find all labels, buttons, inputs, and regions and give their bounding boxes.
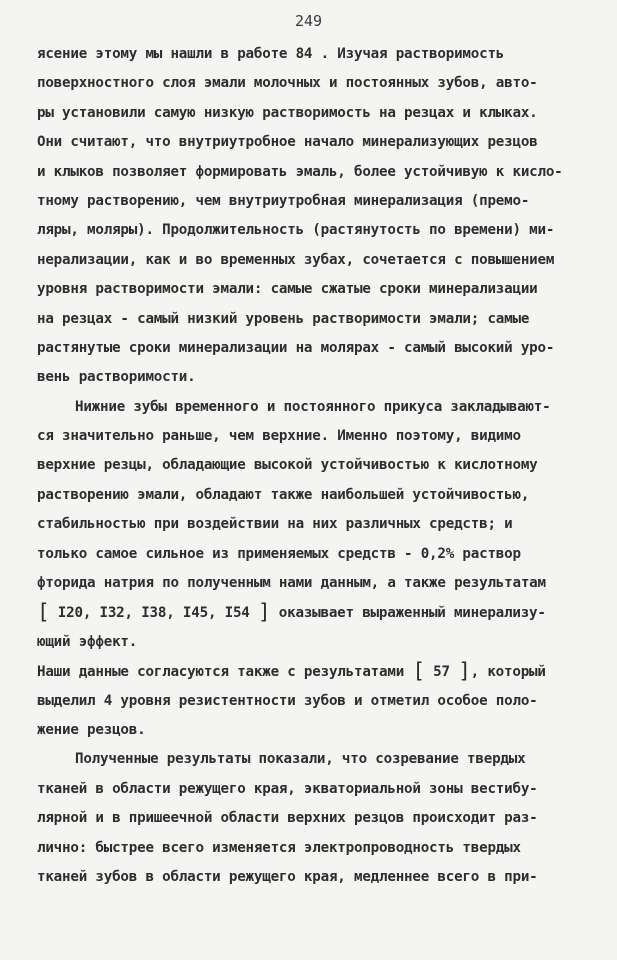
text-line: тканей в области режущего края, экваториальной зоны вестибу- <box>37 780 538 797</box>
text-line: жение резцов. <box>37 721 146 738</box>
citation-line <box>37 598 583 627</box>
citation-bracket-close: ] <box>458 659 471 684</box>
text-line: растворению эмали, обладают также наибольшей устойчивостью, <box>37 486 530 503</box>
text-line: только самое сильное из применяемых средств - 0,2% раствор <box>37 545 521 562</box>
text-line: Они считают, что внутриутробное начало минерализующих резцов <box>37 134 538 151</box>
citation-refs: I20, I32, I38, I45, I54 <box>49 605 258 622</box>
text-line: фторида натрия по полученным нами данным, а также результатам <box>37 575 546 592</box>
text-line: лично: быстрее всего изменяется электропроводность твердых <box>37 839 521 856</box>
paragraph-start-line: Полученные результаты показали, что созревание твердых <box>75 751 526 768</box>
text-line: растянутые сроки минерализации на молярах - самый высокий уро- <box>37 339 555 356</box>
citation-bracket-open: [ <box>412 659 425 684</box>
citation-line-rest: оказывает выраженный минерализу- <box>270 605 546 622</box>
text-line: ющий эффект. <box>37 633 138 650</box>
text-line: тканей зубов в области режущего края, медленнее всего в при- <box>37 868 538 885</box>
text-line: на резцах - самый низкий уровень растворимости эмали; самые <box>37 310 530 327</box>
text-line: лярной и в пришеечной области верхних резцов происходит раз- <box>37 810 538 827</box>
text-line: поверхностного слоя эмали молочных и постоянных зубов, авто- <box>37 75 538 92</box>
text-line: и клыков позволяет формировать эмаль, более устойчивую к кисло- <box>37 163 563 180</box>
text-line: верхние резцы, обладающие высокой устойчивостью к кислотному <box>37 457 538 474</box>
paragraph-start-line: Нижние зубы временного и постоянного прикуса закладывают- <box>75 398 551 415</box>
text-line: ясение этому мы нашли в работе 84 . Изучая растворимость <box>37 46 505 62</box>
citation-bracket-close: ] <box>258 600 271 625</box>
text-line: стабильностью при воздействии на них различных средств; и <box>37 516 513 533</box>
text-line: ляры, моляры). Продолжительность (растянутость по времени) ми- <box>37 222 555 239</box>
citation-line-rest: , который <box>470 664 546 681</box>
body-text <box>37 40 583 892</box>
citation-line <box>37 657 583 686</box>
text-line: выделил 4 уровня резистентности зубов и отметил особое поло- <box>37 692 538 709</box>
text-line: уровня растворимости эмали: самые сжатые сроки минерализации <box>37 281 538 298</box>
text-line: ры установили самую низкую растворимость на резцах и клыках. <box>37 104 538 121</box>
text-line: нерализации, как и во временных зубах, сочетается с повышением <box>37 251 555 268</box>
text-line: тному растворению, чем внутриутробная минерализация (премо- <box>37 192 530 209</box>
citation-refs: 57 <box>424 664 459 681</box>
text-line: вень растворимости. <box>37 369 196 386</box>
citation-bracket-open: [ <box>37 600 50 625</box>
page-number: 249 <box>294 12 323 30</box>
citation-line-pre: Наши данные согласуются также с результатами <box>37 664 413 681</box>
text-line: ся значительно раньше, чем верхние. Именно поэтому, видимо <box>37 428 521 445</box>
